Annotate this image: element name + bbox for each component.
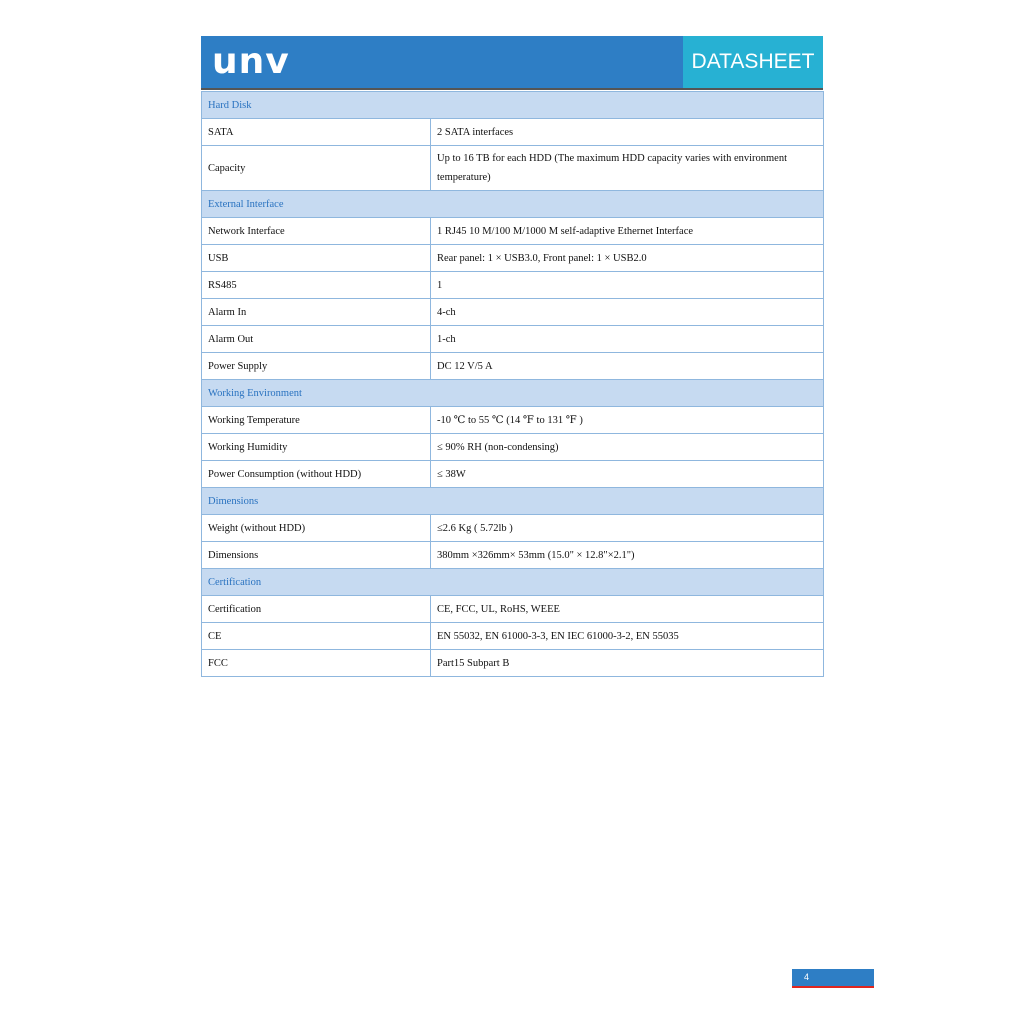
- spec-label: Power Supply: [202, 353, 431, 380]
- section-header: [202, 488, 824, 515]
- spec-label: Capacity: [202, 146, 431, 191]
- table-row: [202, 407, 824, 434]
- section-header: [202, 92, 824, 119]
- spec-value: -10 ℃ to 55 ℃ (14 ℉ to 131 ℉ ): [431, 407, 824, 434]
- spec-label: Alarm Out: [202, 326, 431, 353]
- spec-value: DC 12 V/5 A: [431, 353, 824, 380]
- table-row: [202, 326, 824, 353]
- table-row: [202, 542, 824, 569]
- header-divider: [201, 88, 823, 90]
- table-row: [202, 623, 824, 650]
- spec-table: [201, 91, 824, 677]
- spec-value: 4-ch: [431, 299, 824, 326]
- spec-label: Weight (without HDD): [202, 515, 431, 542]
- spec-value: ≤ 90% RH (non-condensing): [431, 434, 824, 461]
- section-title: Working Environment: [202, 380, 824, 407]
- page-number-underline: [792, 986, 874, 988]
- section-header: [202, 191, 824, 218]
- spec-value: 1: [431, 272, 824, 299]
- spec-label: Alarm In: [202, 299, 431, 326]
- datasheet-header: [201, 36, 823, 88]
- spec-value: Part15 Subpart B: [431, 650, 824, 677]
- spec-value: 380mm ×326mm× 53mm (15.0" × 12.8"×2.1"): [431, 542, 824, 569]
- table-row: [202, 218, 824, 245]
- spec-label: USB: [202, 245, 431, 272]
- table-row: [202, 596, 824, 623]
- datasheet-tag: DATASHEET: [683, 36, 823, 88]
- table-row: [202, 245, 824, 272]
- section-title: Dimensions: [202, 488, 824, 515]
- spec-label: SATA: [202, 119, 431, 146]
- table-row: [202, 299, 824, 326]
- spec-value: EN 55032, EN 61000-3-3, EN IEC 61000-3-2, EN 55035: [431, 623, 824, 650]
- table-row: [202, 272, 824, 299]
- spec-value: 1 RJ45 10 M/100 M/1000 M self-adaptive Ethernet Interface: [431, 218, 824, 245]
- spec-label: Certification: [202, 596, 431, 623]
- spec-label: Working Humidity: [202, 434, 431, 461]
- spec-label: Network Interface: [202, 218, 431, 245]
- spec-label: FCC: [202, 650, 431, 677]
- spec-value: 2 SATA interfaces: [431, 119, 824, 146]
- page-number: 4: [792, 969, 874, 986]
- spec-value: 1-ch: [431, 326, 824, 353]
- spec-label: CE: [202, 623, 431, 650]
- section-title: Hard Disk: [202, 92, 824, 119]
- table-row: [202, 434, 824, 461]
- table-row: [202, 461, 824, 488]
- section-header: [202, 569, 824, 596]
- table-row: [202, 650, 824, 677]
- table-row: [202, 515, 824, 542]
- section-title: External Interface: [202, 191, 824, 218]
- table-row: [202, 119, 824, 146]
- spec-label: Dimensions: [202, 542, 431, 569]
- section-header: [202, 380, 824, 407]
- section-title: Certification: [202, 569, 824, 596]
- unv-logo: unv: [212, 41, 290, 82]
- spec-value: Up to 16 TB for each HDD (The maximum HDD capacity varies with environment temperature): [431, 146, 824, 191]
- spec-label: Power Consumption (without HDD): [202, 461, 431, 488]
- spec-label: RS485: [202, 272, 431, 299]
- spec-label: Working Temperature: [202, 407, 431, 434]
- table-row: [202, 353, 824, 380]
- spec-value: CE, FCC, UL, RoHS, WEEE: [431, 596, 824, 623]
- table-row: [202, 146, 824, 191]
- spec-value: ≤2.6 Kg ( 5.72lb ): [431, 515, 824, 542]
- spec-value: Rear panel: 1 × USB3.0, Front panel: 1 × USB2.0: [431, 245, 824, 272]
- spec-value: ≤ 38W: [431, 461, 824, 488]
